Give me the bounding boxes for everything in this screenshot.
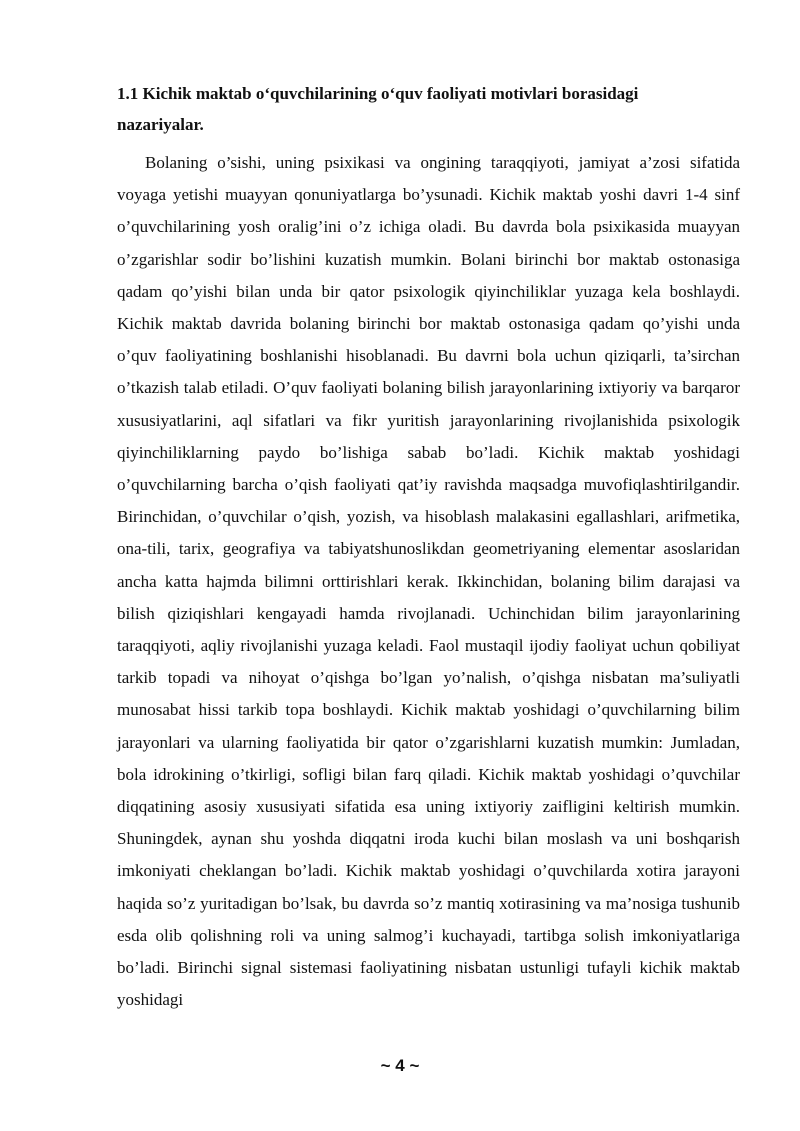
section-heading: 1.1 Kichik maktab o‘quvchilarining o‘quv faoliyati motivlari borasidagi nazariyalar. xyxy=(117,84,639,134)
page-number: ~ 4 ~ xyxy=(380,1056,420,1075)
body-paragraph: Bolaning o’sishi, uning psixikasi va ongining taraqqiyoti, jamiyat a’zosi sifatida voyaga yetishi muayyan qonuniyatlarga bo’ysunadi. Kichik maktab yoshi davri 1-4 sinf o’quvchilarining yosh oralig’ini o’z ichiga oladi. Bu davrda bola psixikasida muayyan o’zgarishlar sodir bo’lishini kuzatish mumkin. Bolani birinchi bor maktab ostonasiga qadam qo’yishi bilan unda bir qator psixologik qiyinchiliklar yuzaga kela boshlaydi. Kichik maktab davrida bolaning birinchi bor maktab ostonasiga qadam qo’yishi unda o’quv faoliyatining boshlanishi hisoblanadi. Bu davrni bola uchun qiziqarli, ta’sirchan o’tkazish talab etiladi. O’quv faoliyati bolaning bilish jarayonlarining ixtiyoriy va barqaror xususiyatlarini, aql sifatlari va fikr yuritish jarayonlarining rivojlanishida psixologik qiyinchiliklarning paydo bo’lishiga sabab bo’ladi. Kichik maktab yoshidagi o’quvchilarning barcha o’qish faoliyati qat’iy ravishda maqsadga muvofiqlashtirilgandir. Birinchidan, o’quvchilar o’qish, yozish, va hisoblash malakasini egallashlari, arifmetika, ona-tili, tarix, geografiya va tabiyatshunoslikdan geometriyaning elementar asoslaridan ancha katta hajmda bilimni orttirishlari kerak. Ikkinchidan, bolaning bilim darajasi va bilish qiziqishlari kengayadi hamda rivojlanadi. Uchinchidan bilim jarayonlarining taraqqiyoti, aqliy rivojlanishi yuzaga keladi. Faol mustaqil ijodiy faoliyat uchun qobiliyat tarkib topadi va nihoyat o’qishga bo’lgan yo’nalish, o’qishga nisbatan ma’suliyatli munosabat hissi tarkib topa boshlaydi. Kichik maktab yoshidagi o’quvchilarning bilim jarayonlari va ularning faoliyatida bir qator o’zgarishlarni kuzatish mumkin: Jumladan, bola idrokining o’tkirligi, sofligi bilan farq qiladi. Kichik maktab yoshidagi o’quvchilar diqqatining asosiy xususiyati sifatida esa uning ixtiyoriy zaifligini keltirish mumkin. Shuningdek, aynan shu yoshda diqqatni iroda kuchi bilan moslash va uni boshqarish imkoniyati cheklangan bo’ladi. Kichik maktab yoshidagi o’quvchilarda xotira jarayoni haqida so’z yuritadigan bo’lsak, bu davrda so’z mantiq xotirasining va ma’nosiga tushunib esda olib qolishning roli va uning salmog’i kuchayadi, tartibga solish imkoniyatlariga bo’ladi. Birinchi signal sistemasi faoliyatining nisbatan ustunligi tufayli kichik maktab yoshidagi xyxy=(117,153,740,1010)
